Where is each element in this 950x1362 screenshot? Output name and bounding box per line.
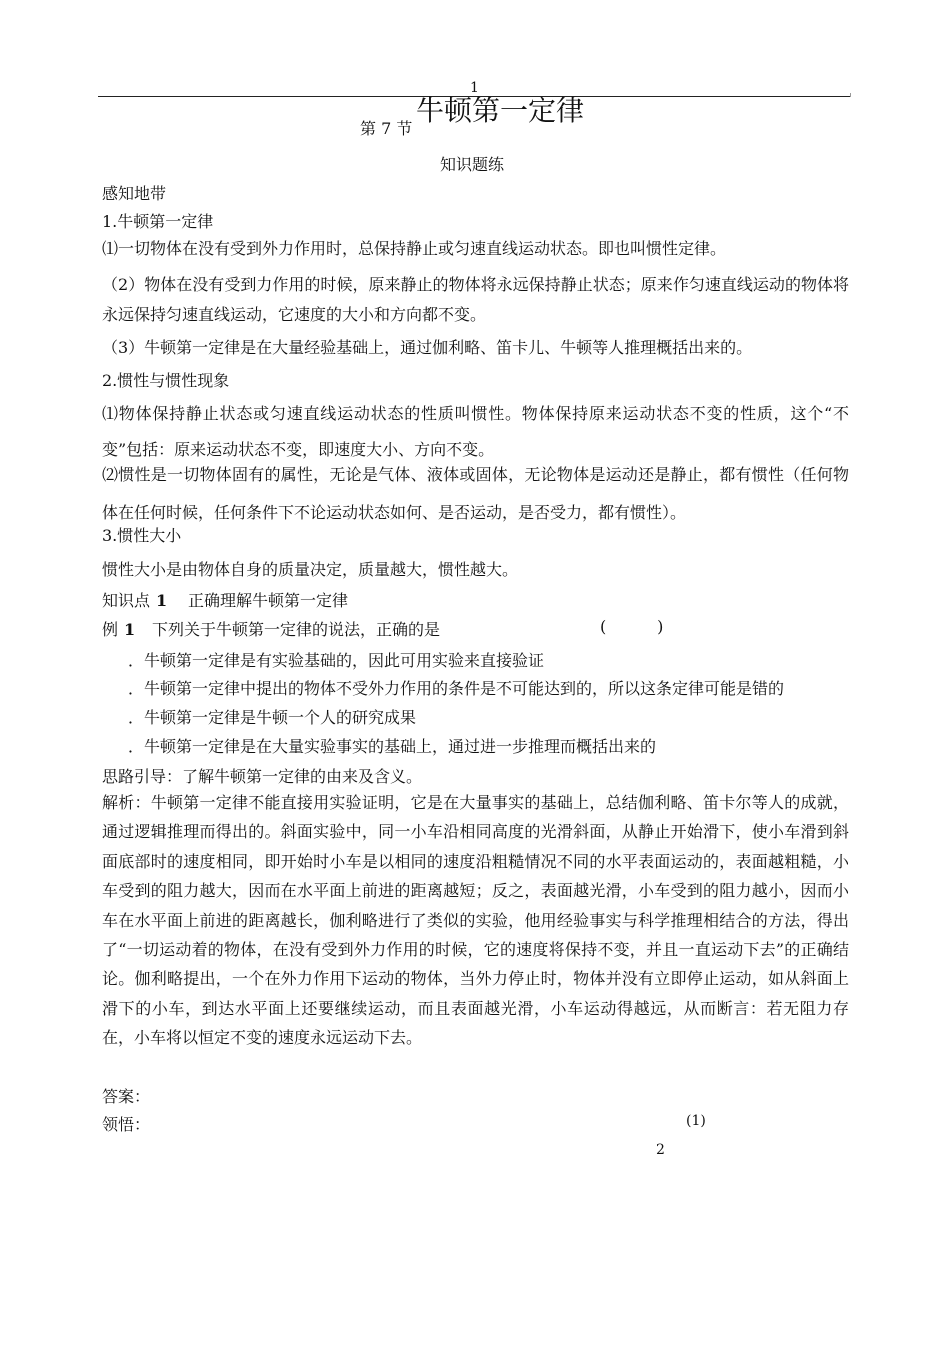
- paragraph-1: ⑴一切物体在没有受到外力作用时，总保持静止或匀速直线运动状态。即也叫惯性定律。: [102, 239, 727, 258]
- knowledge-point-label: [102, 588, 167, 611]
- heading-2: 2.惯性与惯性现象: [102, 371, 230, 390]
- paragraph-5: ⑵惯性是一切物体固有的属性，无论是气体、液体或固体，无论物体是运动还是静止，都有惯性（任何物体在任何时候，任何条件下不论运动状态如何、是否运动，是否受力，都有惯性）。: [102, 465, 849, 522]
- insight-marker: (1): [686, 1113, 706, 1129]
- hint-text: 思路引导：了解牛顿第一定律的由来及含义。: [102, 767, 423, 786]
- option-b: ．牛顿第一定律中提出的物体不受外力作用的条件是不可能达到的，所以这条定律可能是错的: [128, 679, 785, 698]
- option-d: ．牛顿第一定律是在大量实验事实的基础上，通过进一步推理而概括出来的: [128, 737, 657, 756]
- analysis-text: 解析：牛顿第一定律不能直接用实验证明，它是在大量事实的基础上，总结伽利略、笛卡尔等人的成就，通过逻辑推理而得出的。斜面实验中，同一小车沿相同高度的光滑斜面，从静止开始滑下，使小车滑到斜面底部时的速度相同，即开始时小车是以相同的速度沿粗糙情况不同的水平表面运动的，表面越粗糙，小车受到的阻力越大，因而在水平面上前进的距离越短；反之，表面越光滑，小车受到的阻力越小，因而小车在水平面上前进的距离越长，伽利略进行了类似的实验，他用经验事实与科学推理相结合的方法，得出了“一切运动着的物体，在没有受到外力作用的时候，它的速度将保持不变，并且一直运动下去”的正确结论。伽利略提出，一个在外力作用下运动的物体，当外力停止时，物体并没有立即停止运动，如从斜面上滑下的小车，到达水平面上还要继续运动，而且表面越光滑，小车运动得越远，从而断言：若无阻力存在，小车将以恒定不变的速度永远运动下去。: [102, 793, 849, 1048]
- option-c: ．牛顿第一定律是牛顿一个人的研究成果: [128, 708, 417, 727]
- knowledge-point-number: 1: [156, 591, 168, 610]
- heading-1: 1.牛顿第一定律: [102, 212, 214, 231]
- example-number: 1: [124, 620, 136, 639]
- example-question: 下列关于牛顿第一定律的说法，正确的是: [152, 620, 441, 639]
- knowledge-point-text: 正确理解牛顿第一定律: [188, 591, 349, 610]
- heading-3: 3.惯性大小: [102, 526, 182, 545]
- option-a: ．牛顿第一定律是有实验基础的，因此可用实验来直接验证: [128, 651, 545, 670]
- paragraph-4: ⑴物体保持静止状态或匀速直线运动状态的性质叫惯性。物体保持原来运动状态不变的性质，这个“不变”包括：原来运动状态不变，即速度大小、方向不变。: [102, 404, 849, 459]
- paragraph-3: （3）牛顿第一定律是在大量经验基础上，通过伽利略、笛卡儿、牛顿等人推理概括出来的。: [102, 338, 753, 357]
- example-word: 例: [102, 620, 119, 639]
- knowledge-point-word: 知识点: [102, 591, 151, 610]
- page-number: 1: [470, 80, 479, 96]
- header-rule-end: [850, 93, 851, 97]
- footer-number: 2: [656, 1142, 665, 1158]
- section-label: 第 7 节: [360, 119, 413, 138]
- answer-label: 答案：: [102, 1087, 151, 1106]
- page-title: 牛顿第一定律: [416, 94, 585, 127]
- section-heading: 感知地带: [102, 184, 167, 203]
- example-label: [102, 617, 135, 640]
- page-subtitle: 知识题练: [440, 155, 505, 174]
- answer-bracket: ( ): [600, 617, 664, 636]
- insight-label: 领悟：: [102, 1115, 151, 1134]
- paragraph-6: 惯性大小是由物体自身的质量决定，质量越大，惯性越大。: [102, 560, 519, 579]
- paragraph-2: （2）物体在没有受到力作用的时候，原来静止的物体将永远保持静止状态；原来作匀速直线运动的物体将永远保持匀速直线运动，它速度的大小和方向都不变。: [102, 275, 849, 324]
